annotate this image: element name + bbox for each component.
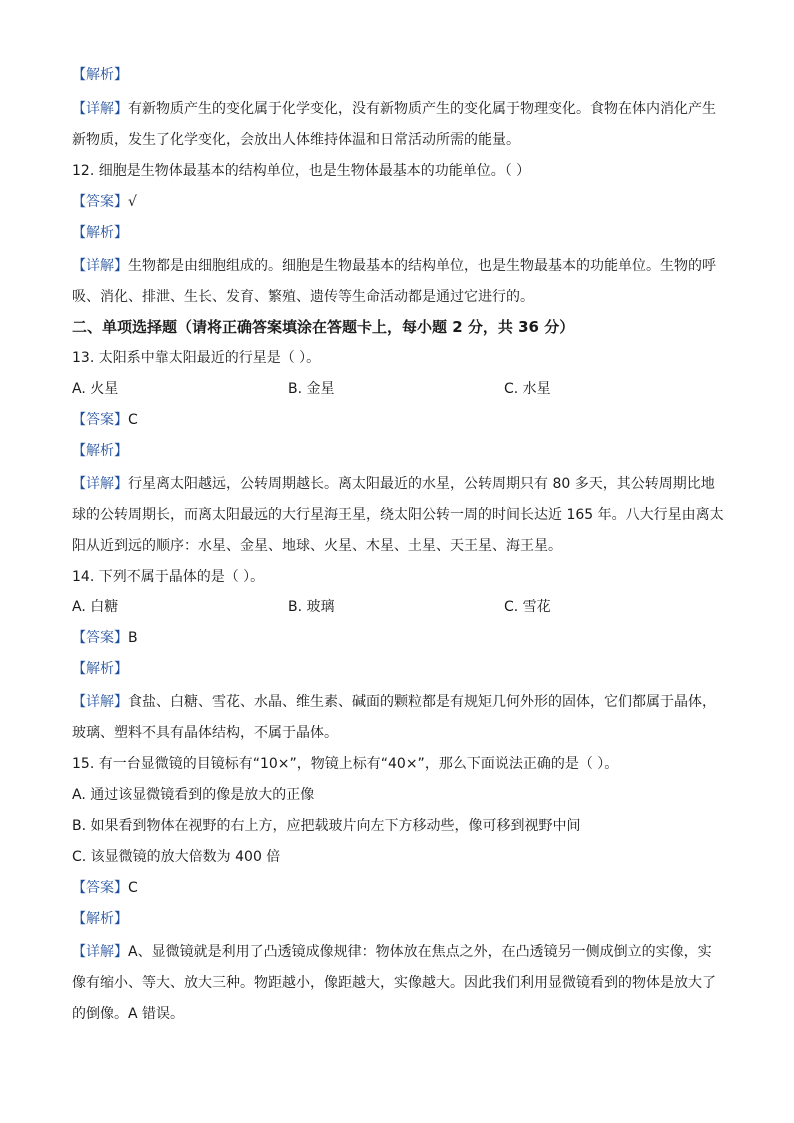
explanation-line: 【详解】行星离太阳越远，公转周期越长。离太阳最近的水星，公转周期只有 80 多天，其公转周期比地 <box>72 476 715 492</box>
explanation-line: 【详解】生物都是由细胞组成的。细胞是生物最基本的结构单位，也是生物最基本的功能单位。生物的呼 <box>72 258 716 274</box>
q13-option-a: A. 火星 <box>72 381 119 397</box>
q13-option-c: C. 水星 <box>504 381 551 397</box>
question-12: 12. 细胞是生物体最基本的结构单位，也是生物体最基本的功能单位。（ ） <box>72 163 531 179</box>
explanation-line: 阳从近到远的顺序：水星、金星、地球、火星、木星、土星、天王星、海王星。 <box>72 538 562 554</box>
q13-option-b: B. 金星 <box>288 381 335 397</box>
question-15: 15. 有一台显微镜的目镜标有“10×”，物镜上标有“40×”，那么下面说法正确的是（ ）。 <box>72 756 619 772</box>
explanation-line: 【详解】食盐、白糖、雪花、水晶、维生素、碱面的颗粒都是有规矩几何外形的固体，它们都属于晶体， <box>72 694 716 710</box>
section-heading: 二、单项选择题（请将正确答案填涂在答题卡上，每小题 2 分，共 36 分） <box>72 318 575 336</box>
analysis-label: 【解析】 <box>72 225 128 241</box>
q14-option-c: C. 雪花 <box>504 599 551 615</box>
explanation-line: 吸、消化、排泄、生长、发育、繁殖、遗传等生命活动都是通过它进行的。 <box>72 289 534 305</box>
question-13: 13. 太阳系中靠太阳最近的行星是（ ）。 <box>72 350 321 366</box>
explanation-line: 新物质，发生了化学变化，会放出人体维持体温和日常活动所需的能量。 <box>72 132 520 148</box>
q14-option-b: B. 玻璃 <box>288 599 335 615</box>
explanation-line: 玻璃、塑料不具有晶体结构，不属于晶体。 <box>72 725 338 741</box>
answer-label: 【答案】√ <box>72 194 137 210</box>
answer-label: 【答案】C <box>72 880 138 896</box>
q15-option-b: B. 如果看到物体在视野的右上方，应把载玻片向左下方移动些，像可移到视野中间 <box>72 818 581 834</box>
analysis-label: 【解析】 <box>72 443 128 459</box>
q14-option-a: A. 白糖 <box>72 599 119 615</box>
analysis-label: 【解析】 <box>72 67 128 83</box>
q15-option-a: A. 通过该显微镜看到的像是放大的正像 <box>72 787 315 803</box>
explanation-line: 【详解】有新物质产生的变化属于化学变化，没有新物质产生的变化属于物理变化。食物在体内消化产生 <box>72 101 716 117</box>
analysis-label: 【解析】 <box>72 911 128 927</box>
question-14: 14. 下列不属于晶体的是（ ）。 <box>72 569 265 585</box>
analysis-label: 【解析】 <box>72 661 128 677</box>
answer-label: 【答案】C <box>72 412 138 428</box>
explanation-line: 【详解】A、显微镜就是利用了凸透镜成像规律：物体放在焦点之外，在凸透镜另一侧成倒立的实像，实 <box>72 944 712 960</box>
explanation-line: 的倒像。A 错误。 <box>72 1006 185 1022</box>
answer-label: 【答案】B <box>72 630 138 646</box>
explanation-line: 球的公转周期长，而离太阳最远的大行星海王星，绕太阳公转一周的时间长达近 165 年。八大行星由离太 <box>72 507 724 523</box>
q15-option-c: C. 该显微镜的放大倍数为 400 倍 <box>72 849 281 865</box>
explanation-line: 像有缩小、等大、放大三种。物距越小，像距越大，实像越大。因此我们利用显微镜看到的物体是放大了 <box>72 975 716 991</box>
